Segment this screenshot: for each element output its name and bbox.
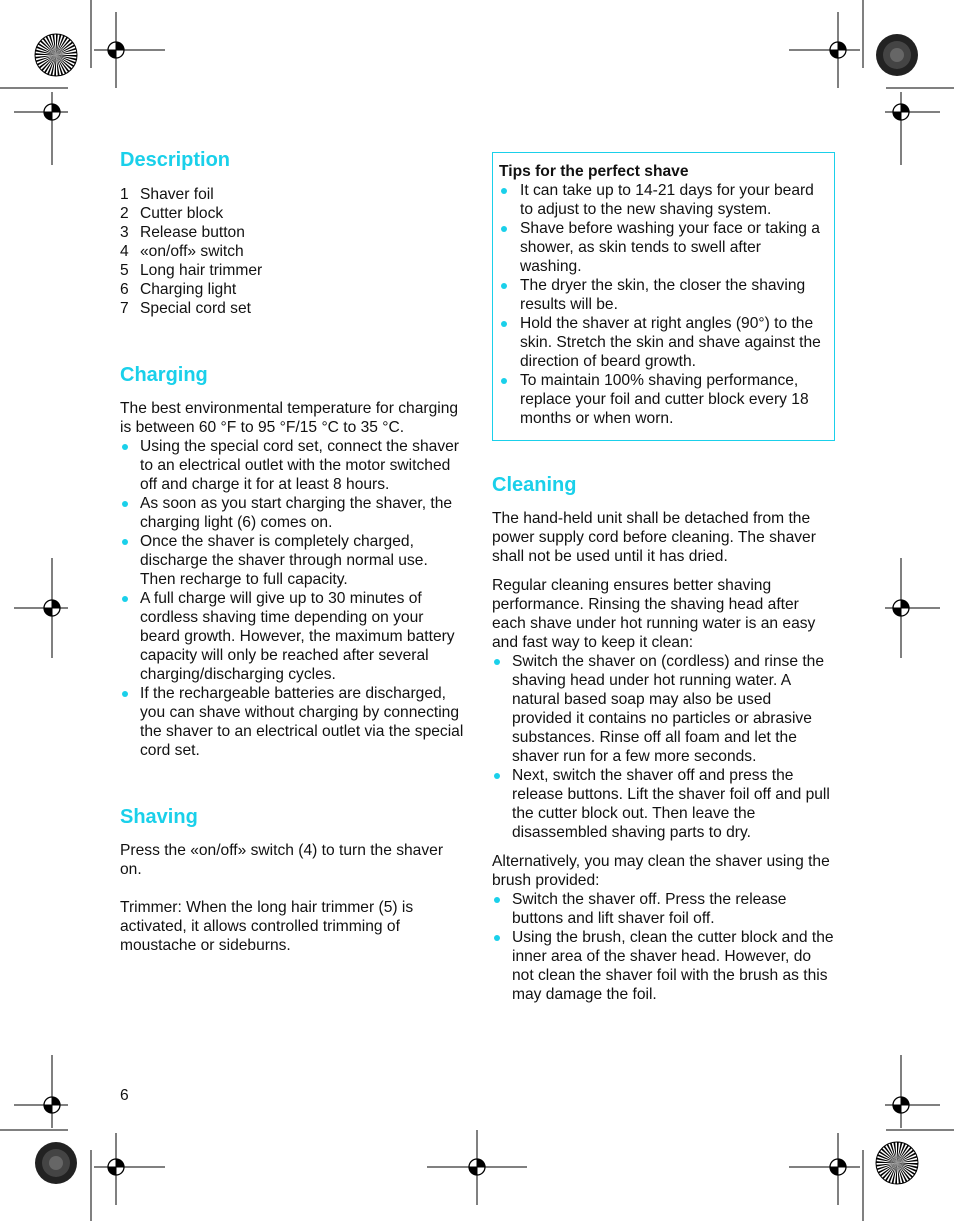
shaving-section bbox=[120, 805, 465, 955]
cleaning-section bbox=[492, 473, 835, 1004]
bullet-item: A full charge will give up to 30 minutes of cordless shaving time depending on your beard growth. However, the maximum battery capacity will only be reached after several charging/discharging cycles. bbox=[120, 589, 465, 684]
bullet-item: Switch the shaver on (cordless) and rinse the shaving head under hot running water. A natural based soap may also be used provided it contains no particles or abrasive substances. Rinse off all foam and let the shaver run for a few more seconds. bbox=[492, 652, 835, 766]
bullet-item: Using the brush, clean the cutter block and the inner area of the shaver head. However, do not clean the shaver foil with the brush as this may damage the foil. bbox=[492, 928, 835, 1004]
trimmer-paragraph: Trimmer: When the long hair trimmer (5) is activated, it allows controlled trimming of moustache or sideburns. bbox=[120, 899, 414, 954]
cleaning-paragraph-3: Alternatively, you may clean the shaver using the brush provided: bbox=[492, 853, 830, 889]
right-column bbox=[492, 152, 835, 1004]
charging-intro: The best environmental temperature for charging is between 60 °F to 95 °F/15 °C to 35 °C. bbox=[120, 400, 459, 436]
cleaning-paragraph-2: Regular cleaning ensures better shaving performance. Rinsing the shaving head after each shave under hot running water is an easy and fast way to keep it clean: bbox=[492, 577, 816, 651]
cleaning-bullets-2 bbox=[492, 890, 835, 1004]
left-column bbox=[120, 148, 465, 955]
cleaning-heading: Cleaning bbox=[492, 474, 577, 496]
bullet-item: If the rechargeable batteries are discharged, you can shave without charging by connecting the shaver to an electrical outlet via the special cord set. bbox=[120, 684, 465, 760]
bullet-item: Next, switch the shaver off and press the release buttons. Lift the shaver foil off and pull the cutter block out. Then leave the disassembled shaving parts to dry. bbox=[492, 766, 835, 842]
description-section bbox=[120, 148, 465, 318]
starburst-mark bbox=[35, 34, 77, 76]
description-heading: Description bbox=[120, 149, 231, 171]
tips-bullets bbox=[499, 181, 826, 428]
bullet-item: As soon as you start charging the shaver, the charging light (6) comes on. bbox=[120, 494, 465, 532]
tips-title: Tips for the perfect shave bbox=[499, 163, 689, 180]
shaving-heading: Shaving bbox=[120, 806, 198, 828]
charging-heading: Charging bbox=[120, 364, 208, 386]
bullet-item: Hold the shaver at right angles (90°) to the skin. Stretch the skin and shave against the direction of beard growth. bbox=[499, 314, 826, 371]
parts-list-item: 7 Special cord set bbox=[120, 300, 251, 317]
parts-list bbox=[120, 185, 465, 318]
cleaning-bullets-1 bbox=[492, 652, 835, 842]
parts-list-item: 2 Cutter block bbox=[120, 205, 224, 222]
parts-list-item: 4 «on/off» switch bbox=[120, 243, 244, 260]
tips-box bbox=[492, 152, 835, 441]
bullet-item: Switch the shaver off. Press the release buttons and lift shaver foil off. bbox=[492, 890, 835, 928]
shaving-paragraph: Press the «on/off» switch (4) to turn the shaver on. bbox=[120, 842, 444, 878]
charging-section bbox=[120, 363, 465, 760]
parts-list-item: 1 Shaver foil bbox=[120, 186, 214, 203]
charging-bullets bbox=[120, 437, 465, 760]
parts-list-item: 5 Long hair trimmer bbox=[120, 262, 263, 279]
parts-list-item: 6 Charging light bbox=[120, 281, 237, 298]
bullet-item: Shave before washing your face or taking a shower, as skin tends to swell after washing. bbox=[499, 219, 826, 276]
bullet-item: The dryer the skin, the closer the shaving results will be. bbox=[499, 276, 826, 314]
bullet-item: It can take up to 14-21 days for your beard to adjust to the new shaving system. bbox=[499, 181, 826, 219]
bullet-item: To maintain 100% shaving performance, replace your foil and cutter block every 18 months or when worn. bbox=[499, 371, 826, 428]
cleaning-paragraph-1: The hand-held unit shall be detached from the power supply cord before cleaning. The shaver shall not be used until it has dried. bbox=[492, 510, 816, 565]
page-number: 6 bbox=[120, 1087, 129, 1104]
bullet-item: Once the shaver is completely charged, discharge the shaver through normal use. Then recharge to full capacity. bbox=[120, 532, 465, 589]
parts-list-item: 3 Release button bbox=[120, 224, 245, 241]
bullet-item: Using the special cord set, connect the shaver to an electrical outlet with the motor switched off and charge it for at least 8 hours. bbox=[120, 437, 465, 494]
starburst-mark bbox=[876, 1142, 918, 1184]
